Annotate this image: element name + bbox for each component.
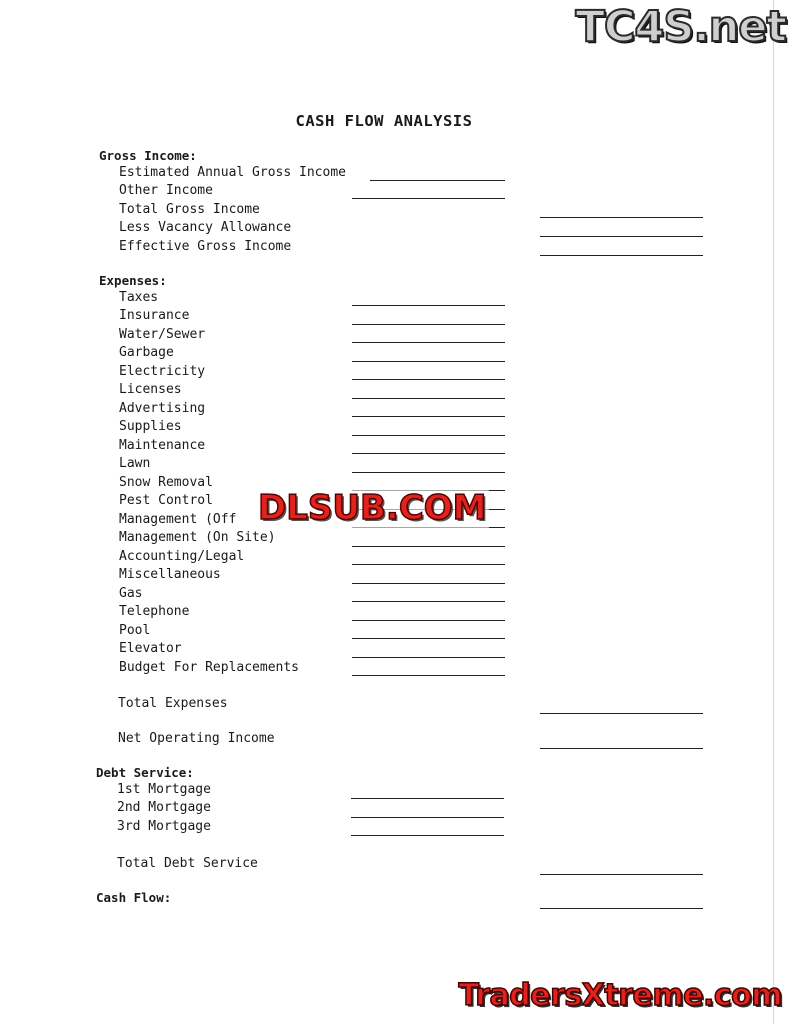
expense-item-blank xyxy=(352,583,505,584)
total-gross-income-blank xyxy=(540,217,703,218)
mortgage-label: 3rd Mortgage xyxy=(117,819,211,834)
expense-item-label: Taxes xyxy=(119,290,159,305)
tc4s-watermark: TC4S.net xyxy=(575,2,786,52)
expense-item-blank xyxy=(352,379,505,380)
expense-item-label: Telephone xyxy=(119,604,190,619)
mortgage-label: 2nd Mortgage xyxy=(117,800,211,815)
total-debt-service-label: Total Debt Service xyxy=(117,856,258,871)
expense-item-label: Management (On Site) xyxy=(119,530,276,545)
page-title: CASH FLOW ANALYSIS xyxy=(295,112,473,130)
cash-flow-blank xyxy=(540,908,703,909)
expense-item-label: Pool xyxy=(119,623,151,638)
tradersxtreme-watermark: TradersXtreme.com xyxy=(458,978,782,1013)
total-gross-income-label: Total Gross Income xyxy=(119,202,260,217)
net-operating-income-label: Net Operating Income xyxy=(118,731,275,746)
mortgage-blank xyxy=(351,817,504,818)
expense-item-label: Accounting/Legal xyxy=(119,549,245,564)
expense-item-blank xyxy=(352,453,505,454)
other-income-blank xyxy=(352,198,505,199)
estimated-annual-gross-income-label: Estimated Annual Gross Income xyxy=(119,165,346,180)
expense-item-blank xyxy=(352,342,505,343)
net-operating-income-blank xyxy=(540,748,703,749)
expense-item-label: Elevator xyxy=(119,641,182,656)
expense-item-blank xyxy=(352,324,505,325)
page-edge-shadow xyxy=(773,0,774,1024)
cash-flow-heading: Cash Flow: xyxy=(96,890,172,905)
expense-item-label: Gas xyxy=(119,586,143,601)
expenses-heading: Expenses: xyxy=(99,273,167,288)
dlsub-watermark: DLSUB.COM xyxy=(258,488,487,528)
expense-item-label: Pest Control xyxy=(119,493,213,508)
expense-item-label: Water/Sewer xyxy=(119,327,206,342)
expense-item-label: Insurance xyxy=(119,308,190,323)
expense-item-blank xyxy=(352,435,505,436)
expense-item-blank xyxy=(352,675,505,676)
expense-item-blank xyxy=(352,620,505,621)
expense-item-label: Lawn xyxy=(119,456,151,471)
expense-item-label: Snow Removal xyxy=(119,475,213,490)
other-income-label: Other Income xyxy=(119,183,213,198)
total-debt-service-blank xyxy=(540,874,703,875)
expense-item-label: Advertising xyxy=(119,401,206,416)
total-expenses-label: Total Expenses xyxy=(118,696,228,711)
expense-item-label: Maintenance xyxy=(119,438,206,453)
total-expenses-blank xyxy=(540,713,703,714)
expense-item-label: Licenses xyxy=(119,382,182,397)
expense-item-blank xyxy=(352,416,505,417)
expense-item-blank xyxy=(352,601,505,602)
expense-item-blank xyxy=(352,305,505,306)
mortgage-blank xyxy=(351,798,504,799)
effective-gross-income-label: Effective Gross Income xyxy=(119,239,292,254)
less-vacancy-allowance-label: Less Vacancy Allowance xyxy=(119,220,292,235)
expense-item-label: Miscellaneous xyxy=(119,567,221,582)
expense-item-blank xyxy=(352,472,505,473)
expense-item-label: Garbage xyxy=(119,345,174,360)
mortgage-label: 1st Mortgage xyxy=(117,782,211,797)
expense-item-blank xyxy=(352,638,505,639)
expense-item-label: Supplies xyxy=(119,419,182,434)
gross-income-heading: Gross Income: xyxy=(99,148,197,163)
expense-item-label: Budget For Replacements xyxy=(119,660,300,675)
expense-item-blank xyxy=(352,361,505,362)
expense-item-label: Electricity xyxy=(119,364,206,379)
expense-item-blank xyxy=(352,398,505,399)
expense-item-label: Management (Off xyxy=(119,512,237,527)
debt-service-heading: Debt Service: xyxy=(96,765,194,780)
effective-gross-income-blank xyxy=(540,255,703,256)
less-vacancy-allowance-blank xyxy=(540,236,703,237)
mortgage-blank xyxy=(351,835,504,836)
expense-item-blank xyxy=(352,546,505,547)
estimated-annual-gross-income-blank xyxy=(370,180,505,181)
expense-item-blank xyxy=(352,564,505,565)
expense-item-blank xyxy=(352,657,505,658)
